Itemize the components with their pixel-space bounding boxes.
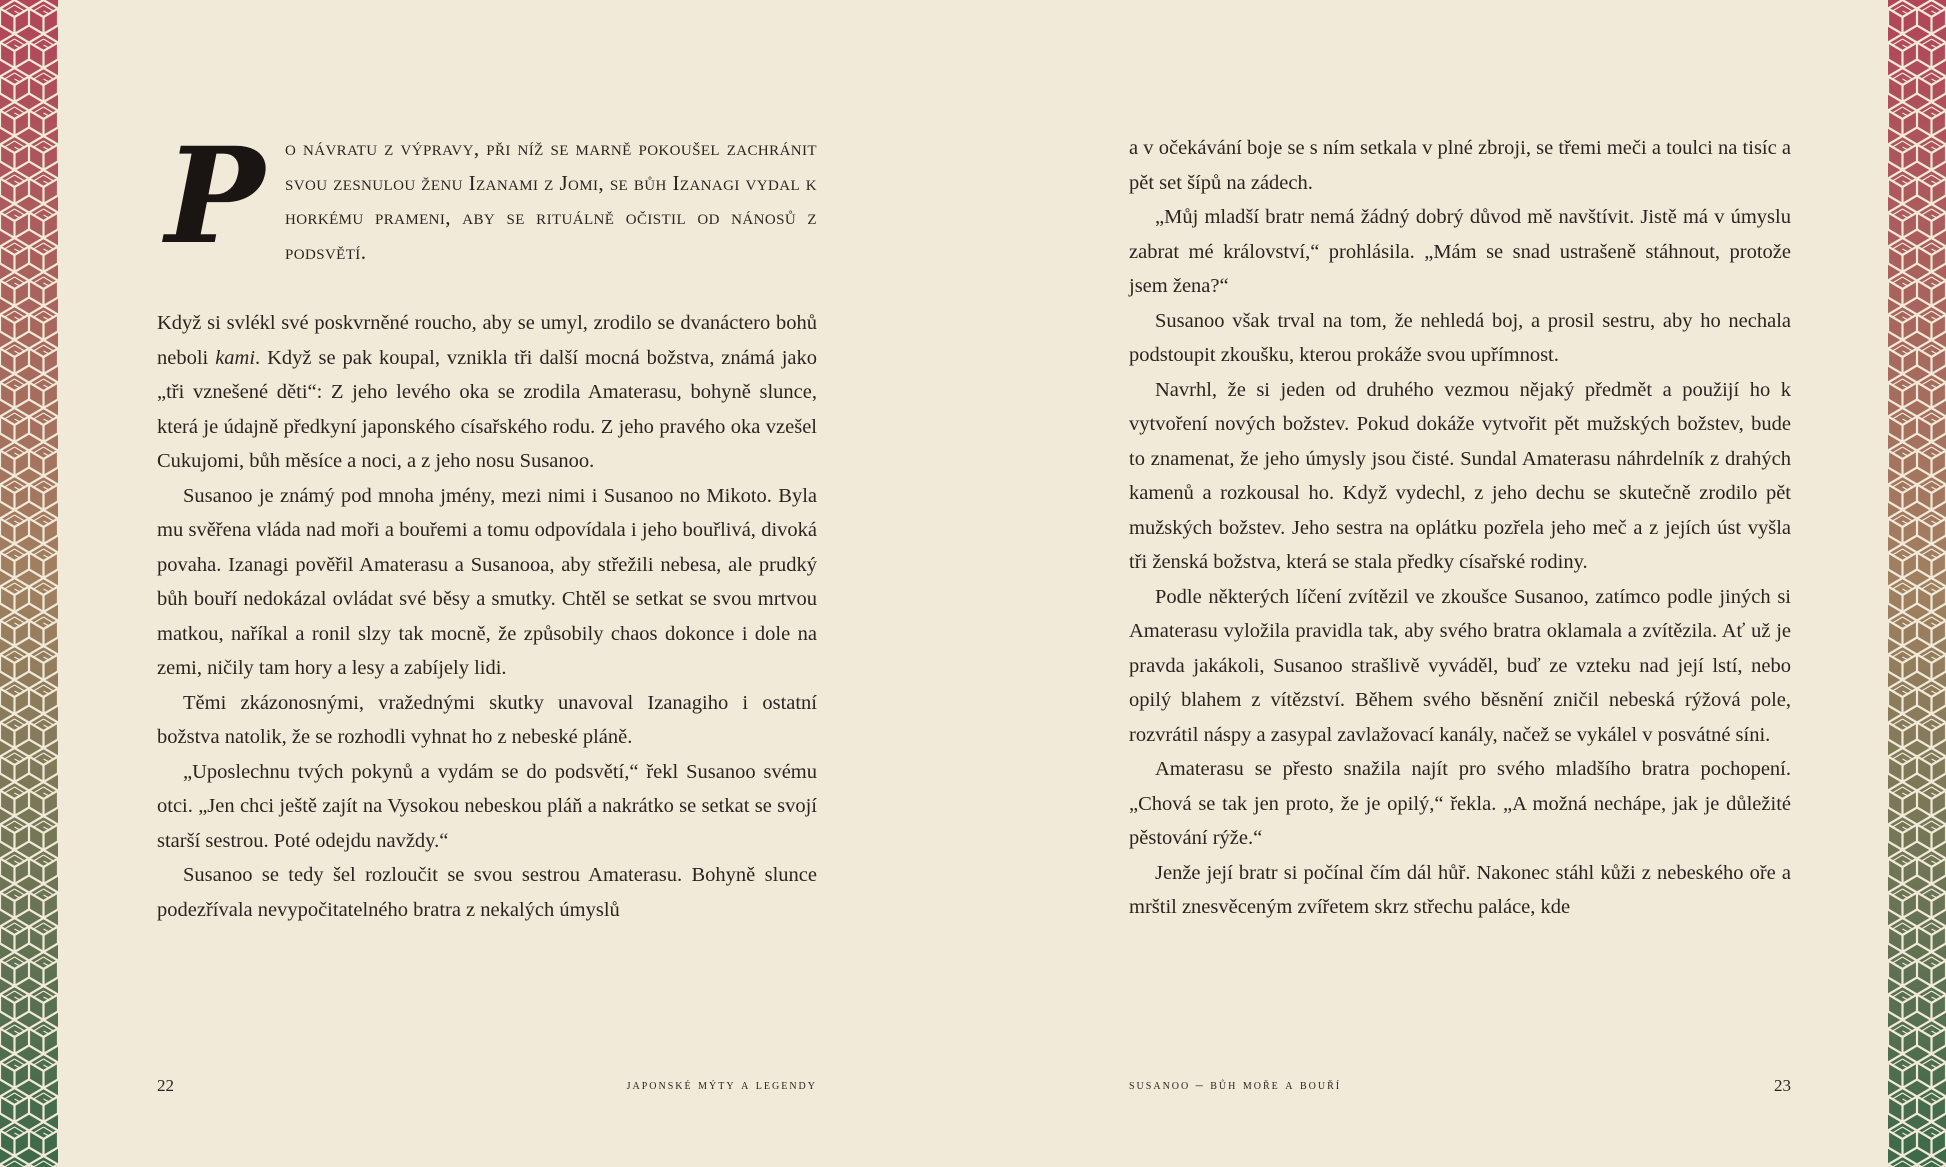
paragraph: Susanoo se tedy šel rozloučit se svou sestrou Amaterasu. Bohyně slunce podezřívala nevypočitatelného bratra z nekalých úmyslů: [157, 864, 817, 921]
drop-cap: P: [165, 119, 265, 274]
chapter-intro: [157, 119, 817, 281]
paragraph: a v očekávání boje se s ním setkala v plné zbroji, se třemi meči a toulci na tisíc a pět set šípů na zádech.: [1129, 137, 1791, 194]
intro-text: o návratu z výpravy, při níž se marně pokoušel zachránit svou zesnulou ženu Izanami z Jomi, se bůh Izanagi vydal k horkému prameni, aby se rituálně očistil od nánosů z podsvětí.: [285, 136, 817, 264]
paragraph: Když si svlékl své poskvrněné roucho, aby se umyl, zrodilo se dvanáctero bohů neboli kami. Když se pak koupal, vznikla tři další mocná božstva, známá jako „tři vznešené děti“: Z jeho levého oka se zrodila Amaterasu, bohyně slunce, která je údajně předkyní japonského císařského rodu. Z jeho pravého oka vzešel Cukujomi, bůh měsíce a noci, a z jeho nosu Susanoo.: [157, 312, 817, 472]
paragraph: Susanoo je známý pod mnoha jmény, mezi nimi i Susanoo no Mikoto. Byla mu svěřena vláda nad moři a bouřemi a tomu odpovídala i jeho bouřlivá, divoká povaha. Izanagi pověřil Amaterasu a Susanooa, aby střežili nebesa, ale prudký bůh bouří nedokázal ovládat své běsy a smutky. Chtěl se setkat se svou mrtvou matkou, naříkal a ronil slzy tak mocně, že způsobily chaos dokonce i dole na zemi, ničily tam hory a lesy a zabíjely lidi.: [157, 484, 817, 679]
left-border-pattern: [0, 0, 58, 1167]
left-body-text: [157, 306, 817, 927]
paragraph: Jenže její bratr si počínal čím dál hůř. Nakonec stáhl kůži z nebeského oře a mrštil znesvěceným zvířetem skrz střechu paláce, kde: [1129, 861, 1791, 918]
right-page: [1129, 0, 1791, 1167]
page-number: 22: [157, 1076, 174, 1095]
page-number: 23: [1774, 1076, 1791, 1095]
paragraph: Susanoo však trval na tom, že nehledá boj, a prosil sestru, aby ho nechala podstoupit zkoušku, kterou prokáže svou upřímnost.: [1129, 309, 1791, 366]
running-head: japonské mýty a legendy: [626, 1078, 817, 1093]
paragraph: Podle některých líčení zvítězil ve zkoušce Susanoo, zatímco podle jiných si Amaterasu vyložila pravidla tak, aby svého bratra oklamala a zvítězila. Ať už je pravda jakákoli, Susanoo strašlivě vyváděl, buď ze vzteku nad její lstí, nebo opilý blahem z vítězství. Během svého běsnění zničil nebeská rýžová pole, rozvrátil náspy a zasypal zavlažovací kanály, načež se vykálel v posvátné síni.: [1129, 585, 1791, 746]
paragraph: „Můj mladší bratr nemá žádný dobrý důvod mě navštívit. Jistě má v úmyslu zabrat mé království,“ prohlásila. „Mám se snad ustrašeně stáhnout, protože jsem žena?“: [1129, 206, 1791, 297]
paragraph: Navrhl, že si jeden od druhého vezmou nějaký předmět a použijí ho k vytvoření nových božstev. Pokud dokáže vytvořit pět mužských božstev, bude to znamenat, že jeho úmysly jsou čisté. Sundal Amaterasu náhrdelník z drahých kamenů a rozkousal ho. Když vydechl, z jeho dechu se skutečně zrodilo pět mužských božstev. Jeho sestra na oplátku pozřela jeho meč a z jejích úst vyšla tři ženská božstva, která se stala předky císařské rodiny.: [1129, 378, 1791, 573]
running-head: susanoo – bůh moře a bouří: [1129, 1078, 1342, 1093]
paragraph: „Uposlechnu tvých pokynů a vydám se do podsvětí,“ řekl Susanoo svému otci. „Jen chci ještě zajít na Vysokou nebeskou pláň a nakrátko se setkat se svojí starší sestrou. Poté odejdu navždy.“: [157, 760, 817, 852]
left-page: [157, 0, 817, 1167]
paragraph: Těmi zkázonosnými, vražednými skutky unavoval Izanagiho i ostatní božstva natolik, že se rozhodli vyhnat ho z nebeské pláně.: [157, 691, 817, 748]
right-border-pattern: [1888, 0, 1946, 1167]
right-body-text: [1129, 131, 1791, 925]
paragraph: Amaterasu se přesto snažila najít pro svého mladšího bratra pochopení. „Chová se tak jen proto, že je opilý,“ řekla. „A možná nechápe, jak je důležité pěstování rýže.“: [1129, 758, 1791, 849]
